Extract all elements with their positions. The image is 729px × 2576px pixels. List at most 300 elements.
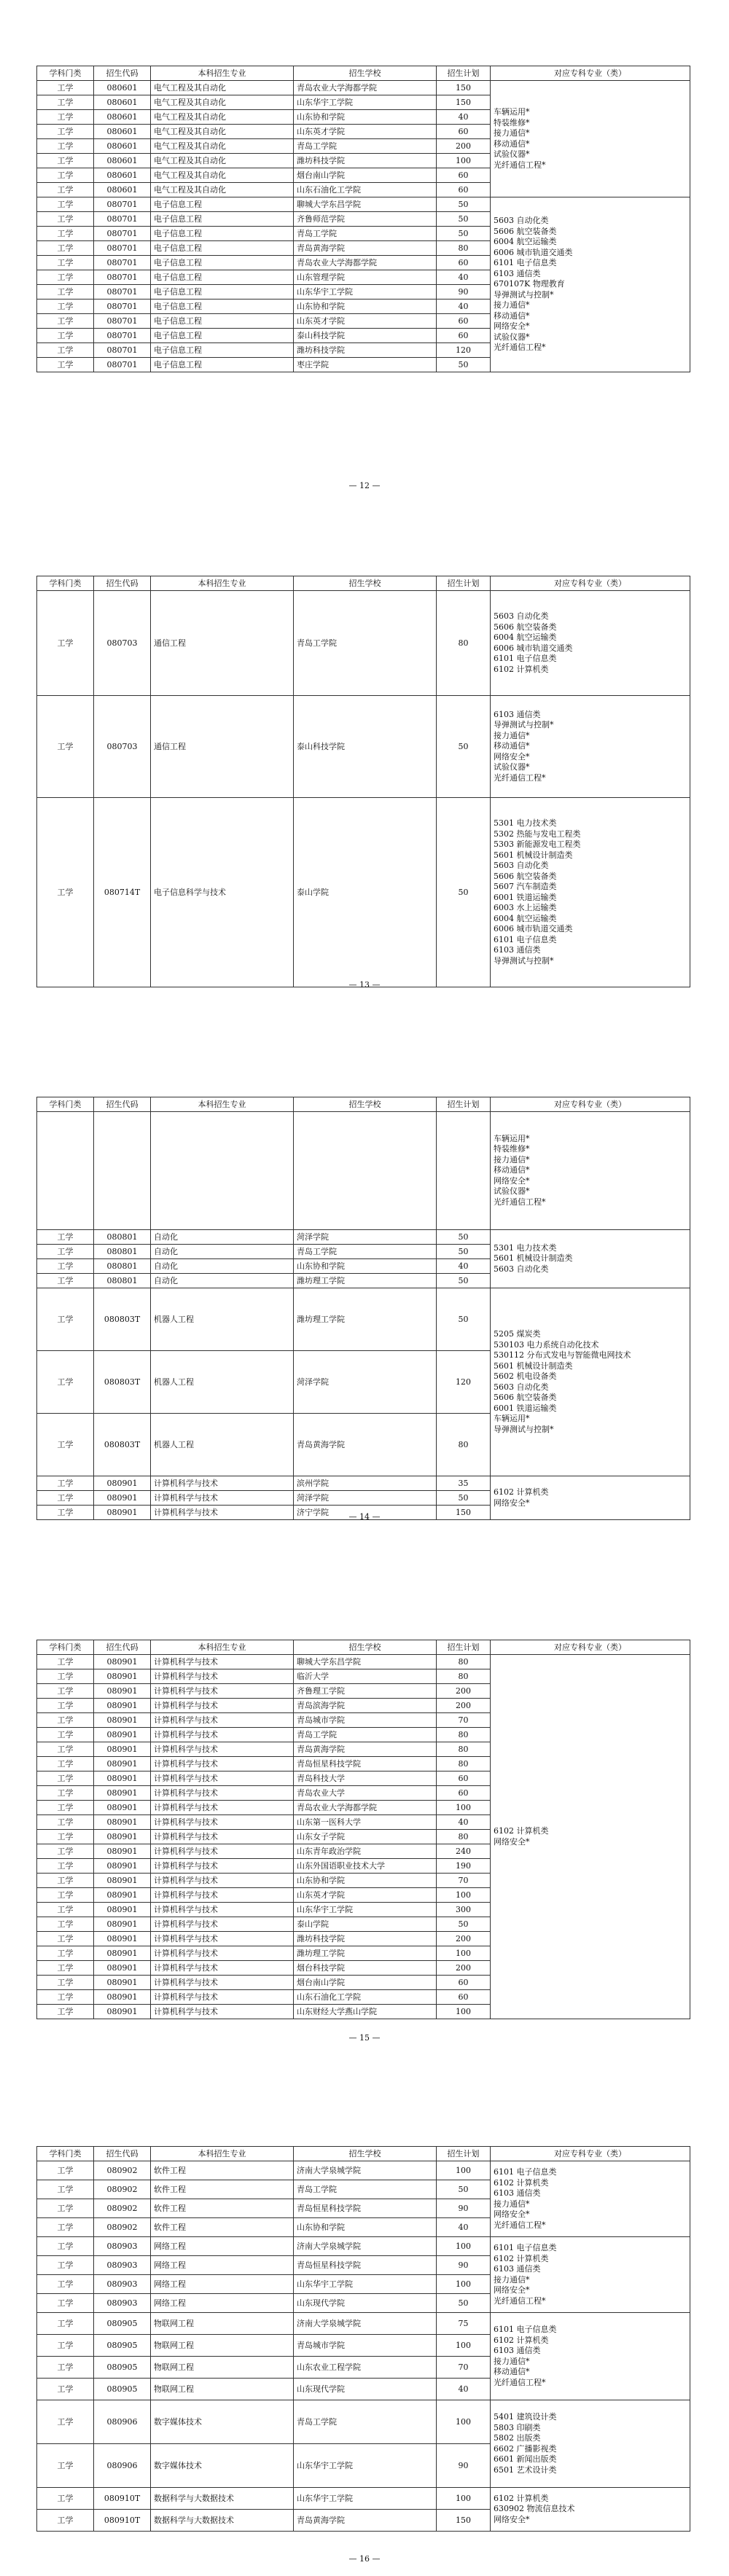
major-cell: 电子信息工程 [151, 343, 294, 358]
code-cell: 080901 [94, 1888, 151, 1903]
major-cell: 计算机科学与技术 [151, 1786, 294, 1801]
school-cell: 山东农业工程学院 [294, 2357, 437, 2379]
plan-cell: 100 [437, 2161, 491, 2180]
table-row [37, 1476, 690, 1491]
code-cell: 080714T [94, 798, 151, 987]
plan-cell: 50 [437, 1274, 491, 1288]
plan-cell: 50 [437, 1230, 491, 1245]
code-cell: 080601 [94, 125, 151, 139]
code-cell: 080701 [94, 270, 151, 285]
code-cell: 080906 [94, 2444, 151, 2488]
school-cell: 青岛工学院 [294, 1245, 437, 1259]
column-header: 招生计划 [437, 576, 491, 591]
column-header: 学科门类 [37, 576, 94, 591]
category-cell: 工学 [37, 300, 94, 314]
category-cell: 工学 [37, 1844, 94, 1859]
school-cell: 山东石油化工学院 [294, 1990, 437, 2005]
code-cell: 080801 [94, 1230, 151, 1245]
page-table-section [36, 66, 690, 372]
category-cell: 工学 [37, 1491, 94, 1506]
major-cell: 计算机科学与技术 [151, 1684, 294, 1699]
major-cell: 软件工程 [151, 2218, 294, 2237]
school-cell: 青岛黄海学院 [294, 2510, 437, 2532]
plan-cell: 50 [437, 798, 491, 987]
corresponding-majors-cell: 5205 煤炭类 530103 电力系统自动化技术 530112 分布式发电与智能微电网技术 5601 机械设计制造类 5602 机电设备类 5603 自动化类 5606 航空装备类 6001 铁道运输类 车辆运用* 导弹测试与控制* [491, 1288, 690, 1476]
school-cell: 山东现代学院 [294, 2294, 437, 2313]
column-header: 招生学校 [294, 1640, 437, 1655]
plan-cell: 60 [437, 125, 491, 139]
school-cell: 山东协和学院 [294, 2218, 437, 2237]
school-cell: 青岛恒星科技学院 [294, 1757, 437, 1772]
category-cell: 工学 [37, 1961, 94, 1976]
table-row [37, 1655, 690, 1669]
school-cell: 山东华宇工学院 [294, 95, 437, 110]
table-header-row [37, 576, 690, 591]
table-row [37, 2400, 690, 2444]
code-cell: 080901 [94, 1932, 151, 1946]
school-cell: 山东华宇工学院 [294, 2488, 437, 2510]
plan-cell: 150 [437, 2510, 491, 2532]
major-cell: 电子信息工程 [151, 197, 294, 212]
school-cell: 济南大学泉城学院 [294, 2161, 437, 2180]
category-cell: 工学 [37, 1259, 94, 1274]
corresponding-majors-cell: 5301 电力技术类 5302 热能与发电工程类 5303 新能源发电工程类 5601 机械设计制造类 5603 自动化类 5606 航空装备类 5607 汽车制造类 6001 铁道运输类 6003 水上运输类 6004 航空运输类 6006 城市轨道交通类 6101 电子信息类 6103 通信类 导弹测试与控制* [491, 798, 690, 987]
code-cell: 080601 [94, 168, 151, 183]
plan-cell: 60 [437, 1772, 491, 1786]
school-cell: 青岛黄海学院 [294, 241, 437, 256]
plan-cell: 70 [437, 1713, 491, 1728]
plan-cell: 80 [437, 1757, 491, 1772]
major-cell: 计算机科学与技术 [151, 1801, 294, 1815]
school-cell: 青岛恒星科技学院 [294, 2199, 437, 2218]
category-cell: 工学 [37, 168, 94, 183]
category-cell: 工学 [37, 1684, 94, 1699]
major-cell: 自动化 [151, 1259, 294, 1274]
category-cell: 工学 [37, 1830, 94, 1844]
major-cell: 计算机科学与技术 [151, 1932, 294, 1946]
table-header-row [37, 66, 690, 81]
category-cell: 工学 [37, 1990, 94, 2005]
category-cell: 工学 [37, 2379, 94, 2400]
school-cell: 齐鲁理工学院 [294, 1684, 437, 1699]
code-cell: 080901 [94, 1786, 151, 1801]
major-cell: 软件工程 [151, 2161, 294, 2180]
code-cell: 080601 [94, 154, 151, 168]
major-cell: 网络工程 [151, 2237, 294, 2256]
corresponding-majors-cell: 6102 计算机类 网络安全* [491, 1655, 690, 2019]
code-cell: 080901 [94, 1859, 151, 1874]
school-cell: 山东女子学院 [294, 1830, 437, 1844]
major-cell: 电子信息工程 [151, 256, 294, 270]
major-cell: 计算机科学与技术 [151, 1655, 294, 1669]
code-cell: 080902 [94, 2199, 151, 2218]
school-cell: 潍坊科技学院 [294, 343, 437, 358]
major-cell: 电气工程及其自动化 [151, 139, 294, 154]
code-cell: 080803T [94, 1288, 151, 1351]
plan-cell: 120 [437, 1351, 491, 1414]
category-cell: 工学 [37, 329, 94, 343]
plan-cell: 150 [437, 1506, 491, 1520]
category-cell: 工学 [37, 270, 94, 285]
major-cell: 通信工程 [151, 591, 294, 696]
code-cell: 080910T [94, 2488, 151, 2510]
category-cell: 工学 [37, 1414, 94, 1476]
school-cell: 枣庄学院 [294, 358, 437, 372]
table-row [37, 1112, 690, 1230]
category-cell: 工学 [37, 1669, 94, 1684]
plan-cell: 40 [437, 2379, 491, 2400]
category-cell: 工学 [37, 1274, 94, 1288]
code-cell: 080601 [94, 110, 151, 125]
major-cell: 网络工程 [151, 2294, 294, 2313]
major-cell: 计算机科学与技术 [151, 1903, 294, 1917]
plan-cell: 100 [437, 2400, 491, 2444]
school-cell: 青岛工学院 [294, 2400, 437, 2444]
page-number: — 16 — [348, 2554, 381, 2564]
category-cell: 工学 [37, 343, 94, 358]
category-cell: 工学 [37, 1230, 94, 1245]
category-cell: 工学 [37, 2275, 94, 2294]
major-cell: 软件工程 [151, 2180, 294, 2199]
major-cell: 电子信息工程 [151, 285, 294, 300]
table-row [37, 2161, 690, 2180]
category-cell: 工学 [37, 2005, 94, 2019]
code-cell: 080901 [94, 1742, 151, 1757]
plan-cell: 50 [437, 358, 491, 372]
plan-cell: 60 [437, 1990, 491, 2005]
category-cell: 工学 [37, 154, 94, 168]
major-cell: 电气工程及其自动化 [151, 81, 294, 95]
column-header: 招生代码 [94, 2147, 151, 2161]
major-cell: 网络工程 [151, 2275, 294, 2294]
code-cell: 080701 [94, 227, 151, 241]
category-cell [37, 1112, 94, 1230]
corresponding-majors-cell: 6102 计算机类 630902 物流信息技术 网络安全* [491, 2488, 690, 2532]
school-cell: 青岛工学院 [294, 1728, 437, 1742]
major-cell: 计算机科学与技术 [151, 1506, 294, 1520]
code-cell: 080902 [94, 2161, 151, 2180]
code-cell: 080801 [94, 1245, 151, 1259]
major-cell: 计算机科学与技术 [151, 1844, 294, 1859]
plan-cell: 50 [437, 1917, 491, 1932]
code-cell: 080601 [94, 95, 151, 110]
table-row [37, 81, 690, 95]
school-cell: 山东英才学院 [294, 125, 437, 139]
school-cell: 青岛城市学院 [294, 2335, 437, 2357]
school-cell: 菏泽学院 [294, 1230, 437, 1245]
code-cell: 080901 [94, 1946, 151, 1961]
code-cell: 080803T [94, 1351, 151, 1414]
plan-cell: 60 [437, 1786, 491, 1801]
major-cell: 电子信息工程 [151, 329, 294, 343]
plan-cell: 60 [437, 168, 491, 183]
school-cell: 潍坊科技学院 [294, 154, 437, 168]
category-cell: 工学 [37, 2335, 94, 2357]
column-header: 招生学校 [294, 576, 437, 591]
school-cell: 青岛恒星科技学院 [294, 2256, 437, 2275]
major-cell: 电气工程及其自动化 [151, 183, 294, 197]
school-cell: 山东华宇工学院 [294, 1903, 437, 1917]
category-cell: 工学 [37, 2218, 94, 2237]
major-cell: 计算机科学与技术 [151, 1713, 294, 1728]
code-cell: 080901 [94, 1815, 151, 1830]
plan-cell: 80 [437, 591, 491, 696]
admission-table [36, 576, 690, 987]
major-cell: 电子信息工程 [151, 227, 294, 241]
school-cell: 济南大学泉城学院 [294, 2313, 437, 2335]
plan-cell: 150 [437, 81, 491, 95]
school-cell: 青岛滨海学院 [294, 1699, 437, 1713]
major-cell: 计算机科学与技术 [151, 1772, 294, 1786]
plan-cell: 300 [437, 1903, 491, 1917]
plan-cell: 60 [437, 314, 491, 329]
code-cell: 080901 [94, 1684, 151, 1699]
plan-cell: 100 [437, 1888, 491, 1903]
category-cell: 工学 [37, 81, 94, 95]
code-cell: 080905 [94, 2313, 151, 2335]
column-header: 学科门类 [37, 2147, 94, 2161]
major-cell: 电子信息工程 [151, 314, 294, 329]
column-header: 学科门类 [37, 1097, 94, 1112]
code-cell: 080701 [94, 300, 151, 314]
code-cell: 080901 [94, 1669, 151, 1684]
school-cell: 烟台科技学院 [294, 1961, 437, 1976]
school-cell: 潍坊理工学院 [294, 1274, 437, 1288]
plan-cell [437, 1112, 491, 1230]
code-cell: 080905 [94, 2335, 151, 2357]
major-cell: 电子信息工程 [151, 300, 294, 314]
code-cell: 080902 [94, 2218, 151, 2237]
school-cell: 聊城大学东昌学院 [294, 1655, 437, 1669]
column-header: 招生代码 [94, 1640, 151, 1655]
code-cell: 080801 [94, 1259, 151, 1274]
major-cell: 计算机科学与技术 [151, 1728, 294, 1742]
code-cell: 080901 [94, 1976, 151, 1990]
category-cell: 工学 [37, 696, 94, 798]
column-header: 招生学校 [294, 66, 437, 81]
plan-cell: 90 [437, 2444, 491, 2488]
plan-cell: 120 [437, 343, 491, 358]
category-cell: 工学 [37, 2180, 94, 2199]
admission-table [36, 1640, 690, 2019]
code-cell: 080601 [94, 139, 151, 154]
page-table-section [36, 2146, 690, 2532]
corresponding-majors-cell: 车辆运用* 特装维修* 接力通信* 移动通信* 试验仪器* 光纤通信工程* [491, 81, 690, 197]
code-cell: 080906 [94, 2400, 151, 2444]
category-cell: 工学 [37, 197, 94, 212]
category-cell: 工学 [37, 1699, 94, 1713]
table-row [37, 2237, 690, 2256]
school-cell: 烟台南山学院 [294, 168, 437, 183]
plan-cell: 50 [437, 197, 491, 212]
plan-cell: 50 [437, 2180, 491, 2199]
category-cell: 工学 [37, 1772, 94, 1786]
school-cell: 青岛工学院 [294, 591, 437, 696]
major-cell: 通信工程 [151, 696, 294, 798]
plan-cell: 100 [437, 2488, 491, 2510]
corresponding-majors-cell: 6102 计算机类 网络安全* [491, 1476, 690, 1520]
plan-cell: 60 [437, 329, 491, 343]
major-cell: 计算机科学与技术 [151, 1990, 294, 2005]
category-cell: 工学 [37, 1801, 94, 1815]
code-cell: 080901 [94, 1476, 151, 1491]
category-cell: 工学 [37, 2488, 94, 2510]
code-cell: 080801 [94, 1274, 151, 1288]
school-cell: 青岛农业大学 [294, 1786, 437, 1801]
major-cell [151, 1112, 294, 1230]
code-cell: 080905 [94, 2379, 151, 2400]
corresponding-majors-cell: 5301 电力技术类 5601 机械设计制造类 5603 自动化类 [491, 1230, 690, 1288]
plan-cell: 60 [437, 1976, 491, 1990]
code-cell: 080910T [94, 2510, 151, 2532]
category-cell: 工学 [37, 1288, 94, 1351]
plan-cell: 80 [437, 1669, 491, 1684]
plan-cell: 60 [437, 183, 491, 197]
code-cell: 080701 [94, 343, 151, 358]
column-header: 本科招生专业 [151, 1097, 294, 1112]
major-cell: 电气工程及其自动化 [151, 168, 294, 183]
category-cell: 工学 [37, 1903, 94, 1917]
code-cell: 080601 [94, 81, 151, 95]
category-cell: 工学 [37, 183, 94, 197]
corresponding-majors-cell: 车辆运用* 特装维修* 接力通信* 移动通信* 网络安全* 试验仪器* 光纤通信工程* [491, 1112, 690, 1230]
major-cell: 电子信息工程 [151, 212, 294, 227]
major-cell: 网络工程 [151, 2256, 294, 2275]
column-header: 招生代码 [94, 66, 151, 81]
plan-cell: 200 [437, 1932, 491, 1946]
school-cell: 山东华宇工学院 [294, 2275, 437, 2294]
plan-cell: 200 [437, 1961, 491, 1976]
major-cell: 物联网工程 [151, 2357, 294, 2379]
column-header: 对应专科专业（类） [491, 576, 690, 591]
category-cell: 工学 [37, 2256, 94, 2275]
major-cell: 计算机科学与技术 [151, 2005, 294, 2019]
school-cell: 青岛科技大学 [294, 1772, 437, 1786]
category-cell: 工学 [37, 358, 94, 372]
category-cell: 工学 [37, 285, 94, 300]
code-cell: 080701 [94, 256, 151, 270]
school-cell: 齐鲁师范学院 [294, 212, 437, 227]
category-cell: 工学 [37, 139, 94, 154]
category-cell: 工学 [37, 1742, 94, 1757]
plan-cell: 150 [437, 95, 491, 110]
major-cell: 电子信息科学与技术 [151, 798, 294, 987]
category-cell: 工学 [37, 2313, 94, 2335]
code-cell: 080901 [94, 1874, 151, 1888]
school-cell [294, 1112, 437, 1230]
code-cell: 080903 [94, 2275, 151, 2294]
school-cell: 菏泽学院 [294, 1491, 437, 1506]
school-cell: 山东协和学院 [294, 1874, 437, 1888]
category-cell: 工学 [37, 2237, 94, 2256]
plan-cell: 70 [437, 1874, 491, 1888]
major-cell: 数字媒体技术 [151, 2400, 294, 2444]
school-cell: 青岛黄海学院 [294, 1414, 437, 1476]
school-cell: 山东英才学院 [294, 1888, 437, 1903]
plan-cell: 40 [437, 1259, 491, 1274]
category-cell: 工学 [37, 125, 94, 139]
plan-cell: 100 [437, 2335, 491, 2357]
code-cell: 080902 [94, 2180, 151, 2199]
plan-cell: 200 [437, 1684, 491, 1699]
code-cell: 080701 [94, 197, 151, 212]
code-cell: 080701 [94, 358, 151, 372]
school-cell: 山东协和学院 [294, 1259, 437, 1274]
corresponding-majors-cell: 5603 自动化类 5606 航空装备类 6004 航空运输类 6006 城市轨道交通类 6101 电子信息类 6103 通信类 670107K 物理教育 导弹测试与控制* 接力通信* 移动通信* 网络安全* 试验仪器* 光纤通信工程* [491, 197, 690, 372]
plan-cell: 190 [437, 1859, 491, 1874]
column-header: 本科招生专业 [151, 576, 294, 591]
corresponding-majors-cell: 5603 自动化类 5606 航空装备类 6004 航空运输类 6006 城市轨道交通类 6101 电子信息类 6102 计算机类 [491, 591, 690, 696]
category-cell: 工学 [37, 95, 94, 110]
code-cell: 080901 [94, 2005, 151, 2019]
school-cell: 山东英才学院 [294, 314, 437, 329]
plan-cell: 50 [437, 212, 491, 227]
category-cell: 工学 [37, 798, 94, 987]
column-header: 对应专科专业（类） [491, 1097, 690, 1112]
major-cell: 数字媒体技术 [151, 2444, 294, 2488]
school-cell: 菏泽学院 [294, 1351, 437, 1414]
plan-cell: 100 [437, 2275, 491, 2294]
category-cell: 工学 [37, 212, 94, 227]
page-table-section [36, 576, 690, 987]
code-cell: 080901 [94, 1917, 151, 1932]
table-row [37, 1288, 690, 1351]
code-cell: 080701 [94, 212, 151, 227]
category-cell: 工学 [37, 1245, 94, 1259]
column-header: 学科门类 [37, 1640, 94, 1655]
page-number: — 14 — [348, 1512, 381, 1522]
plan-cell: 35 [437, 1476, 491, 1491]
category-cell: 工学 [37, 241, 94, 256]
code-cell: 080901 [94, 1801, 151, 1815]
major-cell: 机器人工程 [151, 1414, 294, 1476]
category-cell: 工学 [37, 1351, 94, 1414]
school-cell: 山东青年政治学院 [294, 1844, 437, 1859]
code-cell: 080701 [94, 241, 151, 256]
code-cell: 080901 [94, 1699, 151, 1713]
category-cell: 工学 [37, 1713, 94, 1728]
table-row [37, 591, 690, 696]
major-cell: 计算机科学与技术 [151, 1946, 294, 1961]
code-cell: 080703 [94, 696, 151, 798]
code-cell: 080701 [94, 314, 151, 329]
plan-cell: 90 [437, 2199, 491, 2218]
major-cell: 电气工程及其自动化 [151, 125, 294, 139]
code-cell [94, 1112, 151, 1230]
table-row [37, 197, 690, 212]
school-cell: 潍坊科技学院 [294, 1932, 437, 1946]
plan-cell: 75 [437, 2313, 491, 2335]
table-header-row [37, 2147, 690, 2161]
code-cell: 080901 [94, 1990, 151, 2005]
table-row [37, 696, 690, 798]
school-cell: 潍坊理工学院 [294, 1946, 437, 1961]
table-row [37, 2488, 690, 2510]
major-cell: 数据科学与大数据技术 [151, 2488, 294, 2510]
plan-cell: 90 [437, 2256, 491, 2275]
code-cell: 080901 [94, 1903, 151, 1917]
major-cell: 计算机科学与技术 [151, 1669, 294, 1684]
column-header: 招生计划 [437, 1640, 491, 1655]
plan-cell: 90 [437, 285, 491, 300]
category-cell: 工学 [37, 1874, 94, 1888]
school-cell: 山东华宇工学院 [294, 285, 437, 300]
category-cell: 工学 [37, 1917, 94, 1932]
major-cell: 机器人工程 [151, 1351, 294, 1414]
plan-cell: 50 [437, 696, 491, 798]
school-cell: 山东财经大学燕山学院 [294, 2005, 437, 2019]
school-cell: 泰山科技学院 [294, 696, 437, 798]
